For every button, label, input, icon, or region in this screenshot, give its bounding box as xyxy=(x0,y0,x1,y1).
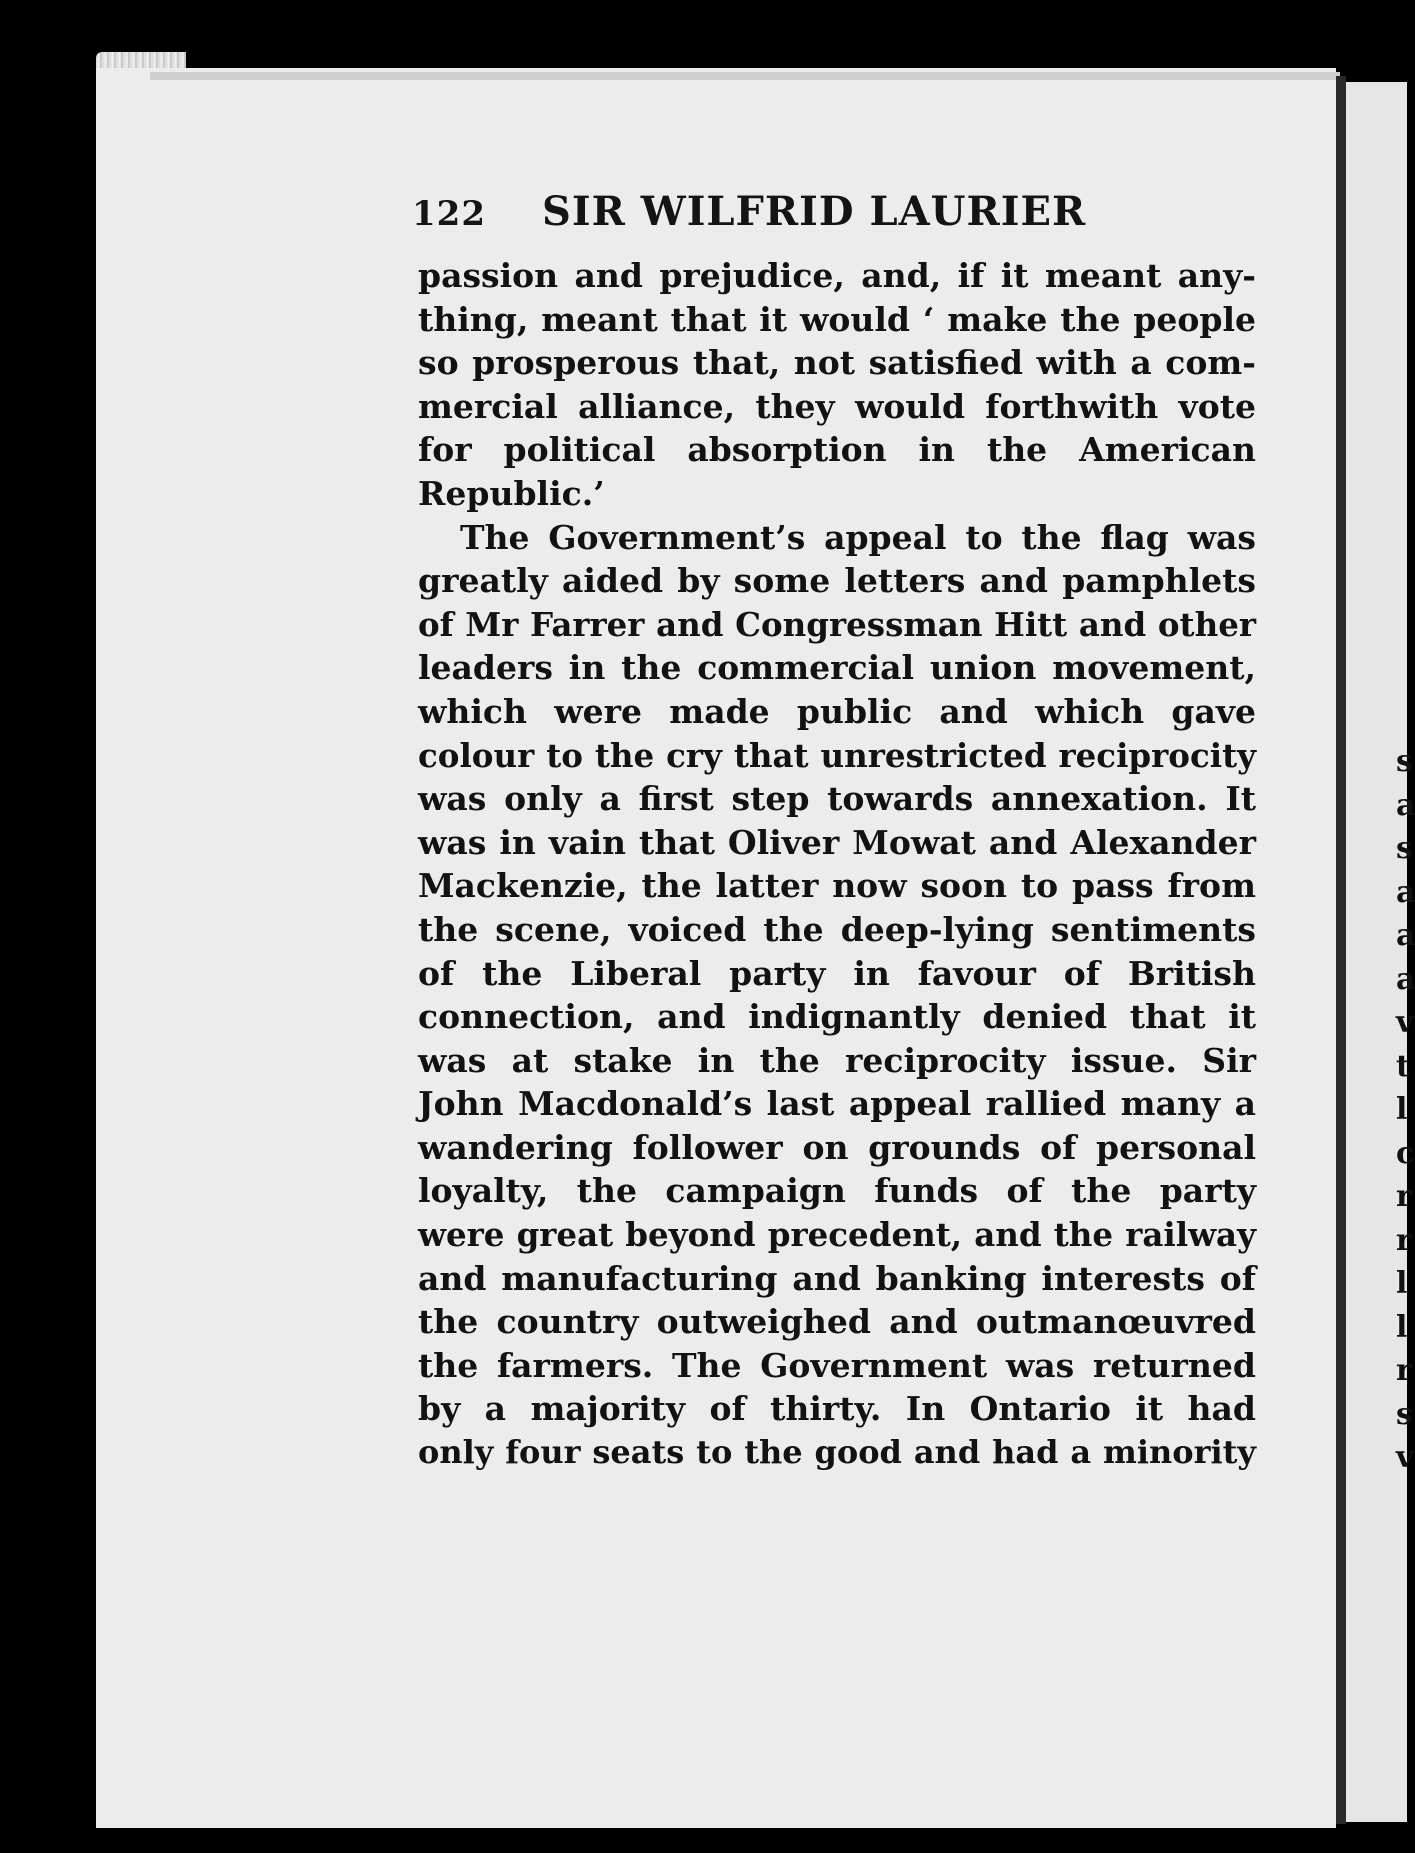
text-line: the country outweighed and outmanœuvred xyxy=(418,1302,1256,1342)
text-line: only four seats to the good and had a minority xyxy=(418,1433,1256,1472)
text-line: which were made public and which gave xyxy=(418,691,1256,731)
next-page-fragment: a xyxy=(1396,874,1415,910)
text-line: colour to the cry that unrestricted reciprocity xyxy=(418,735,1256,775)
next-page-fragment: l xyxy=(1396,1309,1408,1345)
text-line: loyalty, the campaign funds of the party xyxy=(418,1171,1256,1211)
next-page-fragment: t xyxy=(1396,1048,1410,1084)
text-line: for political absorption in the American xyxy=(418,430,1256,470)
text-line: passion and prejudice, and, if it meant any- xyxy=(418,256,1256,295)
next-page-fragment: v xyxy=(1396,1005,1414,1040)
text-line: the scene, voiced the deep-lying sentiments xyxy=(418,909,1256,949)
next-page-fragment: v xyxy=(1396,1440,1414,1475)
book-title: SIR WILFRID LAURIER xyxy=(542,188,1087,235)
text-line: were great beyond precedent, and the railway xyxy=(418,1215,1256,1255)
body-text xyxy=(418,254,1256,1475)
next-page-fragment: c xyxy=(1396,1135,1415,1171)
next-page-fragment: r xyxy=(1396,1222,1412,1258)
text-line: of the Liberal party in favour of British xyxy=(418,953,1256,993)
text-line: of Mr Farrer and Congressman Hitt and other xyxy=(418,604,1256,644)
next-page-fragment: a xyxy=(1396,961,1415,997)
text-line: was only a first step towards annexation. It xyxy=(418,779,1256,819)
text-line: Republic.’ xyxy=(418,473,605,513)
text-line: The Government’s appeal to the flag was xyxy=(460,517,1256,557)
next-page-fragment: s xyxy=(1396,1396,1413,1432)
next-page-fragment: r xyxy=(1396,1353,1412,1388)
text-line: wandering follower on grounds of personal xyxy=(418,1127,1256,1167)
page-top-edge xyxy=(150,72,1340,80)
text-line: connection, and indignantly denied that it xyxy=(418,997,1256,1037)
text-line: greatly aided by some letters and pamphlets xyxy=(418,561,1256,601)
next-page-fragment: l xyxy=(1396,1266,1408,1301)
text-line: leaders in the commercial union movement, xyxy=(418,648,1256,688)
next-page-fragment: l xyxy=(1396,1092,1408,1127)
text-line: so prosperous that, not satisfied with a com- xyxy=(418,343,1256,383)
text-line: thing, meant that it would ‘ make the people xyxy=(418,299,1256,339)
text-line: was in vain that Oliver Mowat and Alexander xyxy=(418,822,1256,862)
next-page-fragment: a xyxy=(1396,787,1415,823)
next-page-fragment: a xyxy=(1396,918,1415,953)
next-page-fragment: s xyxy=(1396,831,1413,866)
next-page-fragment: s xyxy=(1396,744,1413,779)
text-line: by a majority of thirty. In Ontario it had xyxy=(418,1389,1256,1429)
text-line: was at stake in the reciprocity issue. Sir xyxy=(418,1040,1256,1080)
next-page-fragment: r xyxy=(1396,1179,1412,1214)
text-line: mercial alliance, they would forthwith vote xyxy=(418,386,1256,426)
page-number: 122 xyxy=(412,194,486,234)
text-line: Mackenzie, the latter now soon to pass from xyxy=(418,866,1256,906)
next-page-fragments xyxy=(1396,740,1415,1480)
text-line: and manufacturing and banking interests of xyxy=(418,1258,1256,1298)
text-line: John Macdonald’s last appeal rallied many a xyxy=(418,1084,1256,1124)
book-gutter xyxy=(1336,76,1346,1824)
running-head xyxy=(412,188,1112,236)
text-line: the farmers. The Government was returned xyxy=(418,1345,1256,1385)
